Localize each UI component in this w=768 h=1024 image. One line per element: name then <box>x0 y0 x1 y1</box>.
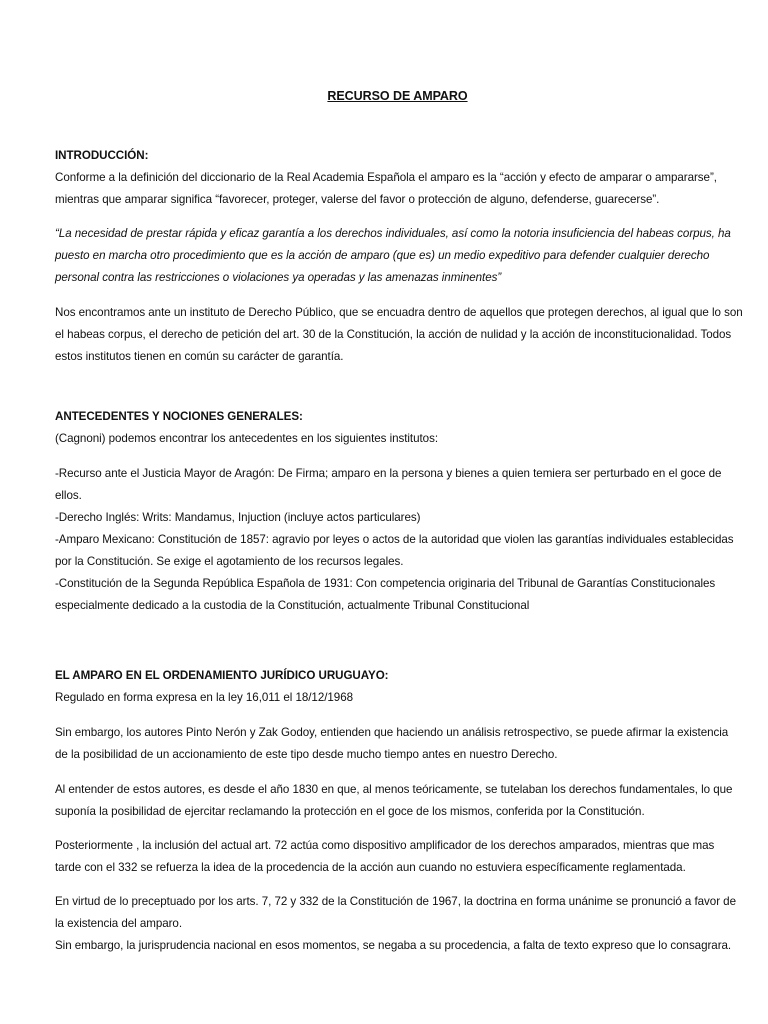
uruguay-heading: EL AMPARO EN EL ORDENAMIENTO JURÍDICO URUGUAYO: <box>55 669 389 682</box>
antecedentes-heading: ANTECEDENTES Y NOCIONES GENERALES: <box>55 410 303 423</box>
intro-definition: Conforme a la definición del diccionario de la Real Academia Española el amparo es la “acción y efecto de amparar o ampararse”, mientras que amparar significa “favorecer, proteger, valerse del favor o protección de alguno, defenderse, guarecerse”. <box>55 171 717 206</box>
antecedentes-item-espanola: -Constitución de la Segunda República Española de 1931: Con competencia originaria del Tribunal de Garantías Constitucionales especialmente dedicado a la custodia de la Constitución, actualmente Tribunal Constitucional <box>55 577 716 612</box>
antecedentes-lead: (Cagnoni) podemos encontrar los antecedentes en los siguientes institutos: <box>55 432 438 445</box>
uruguay-paragraph-4: En virtud de lo preceptuado por los arts. 7, 72 y 332 de la Constitución de 1967, la doctrina en forma unánime se pronunció a favor de la existencia del amparo. <box>55 895 736 930</box>
uruguay-paragraph-1: Sin embargo, los autores Pinto Nerón y Zak Godoy, entienden que haciendo un análisis retrospectivo, se puede afirmar la existencia de la posibilidad de un accionamiento de este tipo desde mucho tiempo antes en nuestro Derecho. <box>55 726 729 761</box>
document-title: RECURSO DE AMPARO <box>327 89 468 103</box>
antecedentes-item-mexicano: -Amparo Mexicano: Constitución de 1857: agravio por leyes o actos de la autoridad que violen las garantías individuales establecidas por la Constitución. Se exige el agotamiento de los recursos legales. <box>55 533 734 568</box>
antecedentes-item-aragon: -Recurso ante el Justicia Mayor de Aragón: De Firma; amparo en la persona y bienes a quien temiera ser perturbado en el goce de ellos. <box>55 467 722 502</box>
antecedentes-item-ingles: -Derecho Inglés: Writs: Mandamus, Injuction (incluye actos particulares) <box>55 511 421 524</box>
uruguay-paragraph-2: Al entender de estos autores, es desde el año 1830 en que, al menos teóricamente, se tutelaban los derechos fundamentales, lo que suponía la posibilidad de ejercitar reclamando la protección en el goce de los mismos, conferida por la Constitución. <box>55 783 733 818</box>
uruguay-lead: Regulado en forma expresa en la ley 16,011 el 18/12/1968 <box>55 691 353 704</box>
uruguay-paragraph-5: Sin embargo, la jurisprudencia nacional en esos momentos, se negaba a su procedencia, a falta de texto expreso que lo consagrara. <box>55 939 732 952</box>
intro-paragraph: Nos encontramos ante un instituto de Derecho Público, que se encuadra dentro de aquellos que protegen derechos, al igual que lo son el habeas corpus, el derecho de petición del art. 30 de la Constitución, la acción de nulidad y la acción de inconstitucionalidad. Todos estos institutos tienen en común su carácter de garantía. <box>55 306 743 363</box>
intro-quote: “La necesidad de prestar rápida y eficaz garantía a los derechos individuales, así como la notoria insuficiencia del habeas corpus, ha puesto en marcha otro procedimiento que es la acción de amparo (que es) un medio expeditivo para defender cualquier derecho personal contra las restricciones o violaciones ya operadas y las amenazas inminentes” <box>55 227 731 284</box>
uruguay-paragraph-3: Posteriormente , la inclusión del actual art. 72 actúa como dispositivo amplificador de los derechos amparados, mientras que mas tarde con el 332 se refuerza la idea de la procedencia de la acción aun cuando no estuviera específicamente reglamentada. <box>55 839 715 874</box>
intro-heading: INTRODUCCIÓN: <box>55 149 149 162</box>
